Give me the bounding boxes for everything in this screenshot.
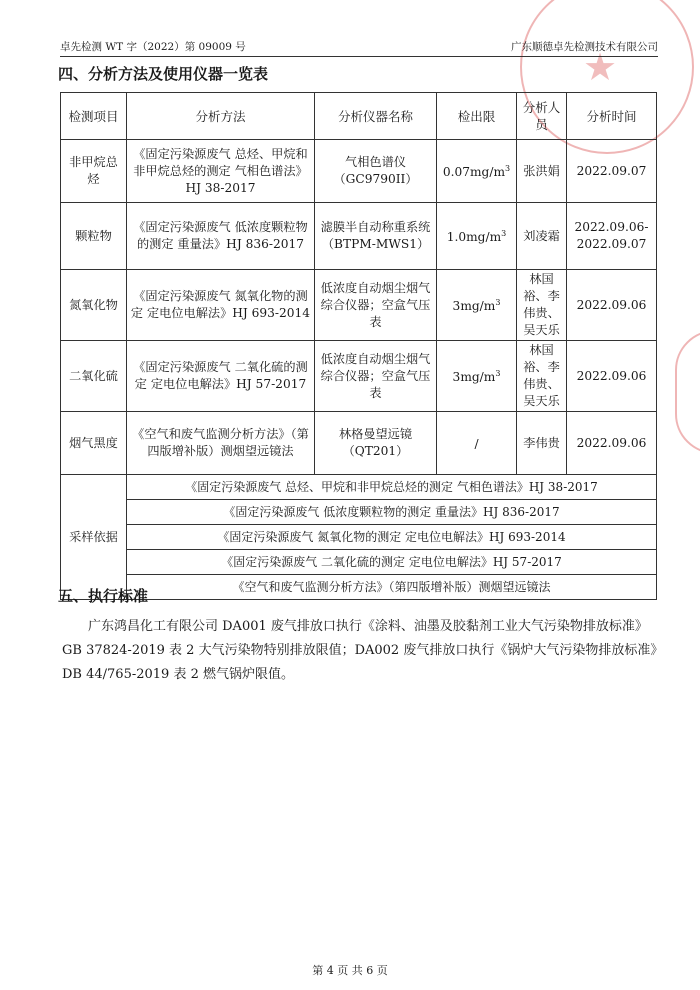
- cell-method: 《固定污染源废气 二氧化硫的测定 定电位电解法》HJ 57-2017: [127, 341, 315, 412]
- cell-date: 2022.09.06: [567, 270, 657, 341]
- cell-instrument: 滤膜半自动称重系统（BTPM-MWS1）: [315, 203, 437, 270]
- cell-date: 2022.09.07: [567, 140, 657, 203]
- limit-value: 1.0: [446, 230, 467, 245]
- limit-unit-exp: 3: [501, 229, 507, 239]
- table-header-row: [61, 93, 657, 140]
- methods-table: [60, 92, 657, 600]
- sampling-label: 采样依据: [61, 475, 127, 600]
- table-row: [61, 140, 657, 203]
- limit-value: 0.07: [442, 165, 470, 180]
- limit-unit: mg/m: [460, 370, 496, 385]
- cell-limit: [437, 270, 517, 341]
- limit-value: 3: [452, 299, 461, 314]
- header-company: 广东顺德卓先检测技术有限公司: [511, 41, 658, 53]
- cell-method: 《空气和废气监测分析方法》（第四版增补版）测烟望远镜法: [127, 412, 315, 475]
- limit-unit-exp: 3: [505, 164, 511, 174]
- seal-star-icon: ★: [583, 45, 618, 89]
- section-4-title: 四、分析方法及使用仪器一览表: [58, 65, 269, 83]
- cell-limit: [437, 140, 517, 203]
- sampling-row: [61, 575, 657, 600]
- cell-method: 《固定污染源废气 总烃、甲烷和非甲烷总烃的测定 气相色谱法》HJ 38-2017: [127, 140, 315, 203]
- limit-unit: mg/m: [460, 299, 496, 314]
- cell-date: 2022.09.06: [567, 412, 657, 475]
- col-header: 分析时间: [567, 93, 657, 140]
- cell-method: 《固定污染源废气 氮氧化物的测定 定电位电解法》HJ 693-2014: [127, 270, 315, 341]
- seam-seal: [675, 330, 700, 454]
- cell-item: 非甲烷总烃: [61, 140, 127, 203]
- table-row: [61, 203, 657, 270]
- cell-limit: [437, 203, 517, 270]
- col-header: 分析人员: [517, 93, 567, 140]
- page-number: 第 4 页 共 6 页: [312, 964, 388, 977]
- cell-item: 二氧化硫: [61, 341, 127, 412]
- col-header: 检出限: [437, 93, 517, 140]
- cell-analyst: 刘凌霜: [517, 203, 567, 270]
- col-header: 检测项目: [61, 93, 127, 140]
- table-row: [61, 270, 657, 341]
- cell-instrument: 低浓度自动烟尘烟气综合仪器；空盒气压表: [315, 270, 437, 341]
- cell-method: 《固定污染源废气 低浓度颗粒物的测定 重量法》HJ 836-2017: [127, 203, 315, 270]
- cell-instrument: 低浓度自动烟尘烟气综合仪器；空盒气压表: [315, 341, 437, 412]
- sampling-basis-item: 《空气和废气监测分析方法》（第四版增补版）测烟望远镜法: [127, 575, 657, 600]
- cell-item: 氮氧化物: [61, 270, 127, 341]
- sampling-row: [61, 525, 657, 550]
- table-row: [61, 412, 657, 475]
- limit-unit-exp: 3: [495, 298, 501, 308]
- cell-limit: [437, 412, 517, 475]
- cell-item: 烟气黑度: [61, 412, 127, 475]
- col-header: 分析仪器名称: [315, 93, 437, 140]
- limit-value: 3: [452, 370, 461, 385]
- sampling-row: [61, 475, 657, 500]
- sampling-row: [61, 550, 657, 575]
- standard-paragraph: 广东鸿昌化工有限公司 DA001 废气排放口执行《涂料、油墨及胶黏剂工业大气污染物排放标准》GB 37824-2019 表 2 大气污染物特别排放限值；DA002 废气排放口执行《锅炉大气污染物排放标准》DB 44/765-2019 表 2 燃气锅炉限值。: [62, 619, 657, 682]
- cell-analyst: 张洪娟: [517, 140, 567, 203]
- sampling-basis-item: 《固定污染源废气 氮氧化物的测定 定电位电解法》HJ 693-2014: [127, 525, 657, 550]
- limit-value: /: [474, 437, 479, 452]
- sampling-basis-item: 《固定污染源废气 低浓度颗粒物的测定 重量法》HJ 836-2017: [127, 500, 657, 525]
- sampling-row: [61, 500, 657, 525]
- page-header: [60, 38, 658, 57]
- limit-unit: mg/m: [466, 230, 502, 245]
- cell-analyst: 林国裕、李伟贵、吴天乐: [517, 341, 567, 412]
- cell-item: 颗粒物: [61, 203, 127, 270]
- cell-date: 2022.09.06: [567, 341, 657, 412]
- table-row: [61, 341, 657, 412]
- col-header: 分析方法: [127, 93, 315, 140]
- sampling-basis-item: 《固定污染源废气 二氧化硫的测定 定电位电解法》HJ 57-2017: [127, 550, 657, 575]
- cell-analyst: 林国裕、李伟贵、吴天乐: [517, 270, 567, 341]
- cell-instrument: 林格曼望远镜（QT201）: [315, 412, 437, 475]
- cell-limit: [437, 341, 517, 412]
- cell-analyst: 李伟贵: [517, 412, 567, 475]
- section-5-title: 五、执行标准: [58, 587, 149, 605]
- cell-date: 2022.09.06-2022.09.07: [567, 203, 657, 270]
- limit-unit: mg/m: [470, 165, 506, 180]
- cell-instrument: 气相色谱仪（GC9790II）: [315, 140, 437, 203]
- sampling-basis-item: 《固定污染源废气 总烃、甲烷和非甲烷总烃的测定 气相色谱法》HJ 38-2017: [127, 475, 657, 500]
- limit-unit-exp: 3: [495, 369, 501, 379]
- report-number: 卓先检测 WT 字（2022）第 09009 号: [60, 41, 246, 53]
